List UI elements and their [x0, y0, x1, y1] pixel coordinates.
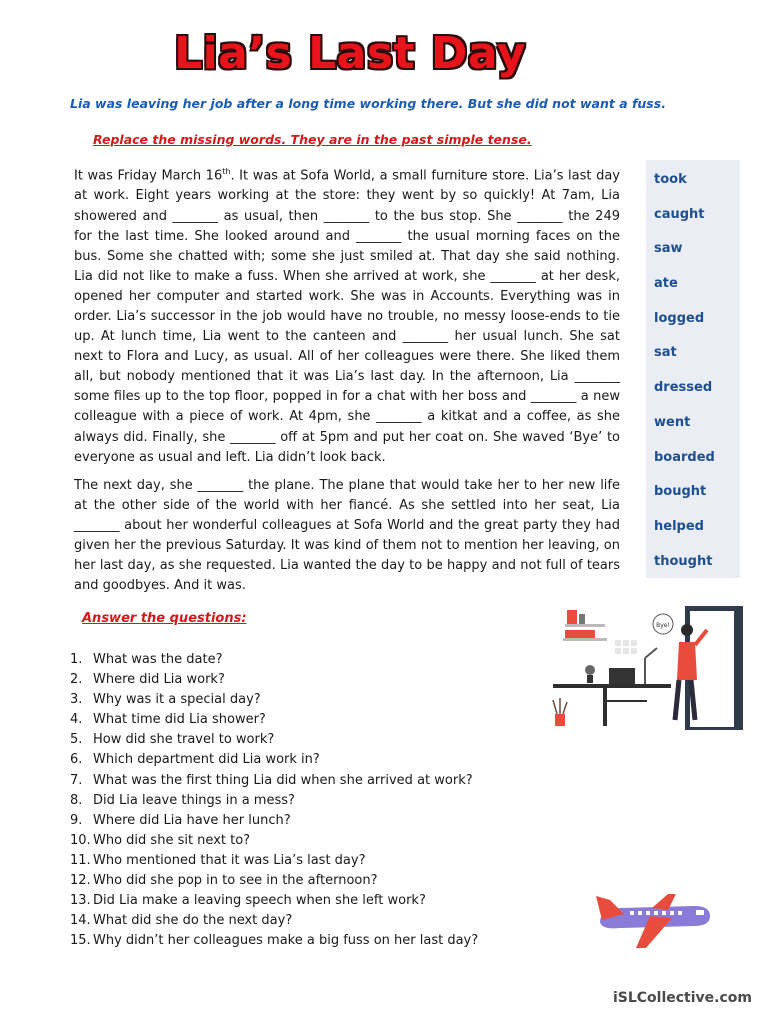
story-paragraph-1: It was Friday March 16th. It was at Sofa World, a small furniture store. Lia’s last day at work. Eight years working at the store: they went by so quickly! At 7am, Lia showered and _______ as usual, then _______ to the bus stop. She _______ the 249 for the last time. She looked around and _______ the usual morning faces on the bus. Some she chatted with; some she just smiled at. That day she said nothing. Lia did not like to make a fuss. When she arrived at work, she _______ at her desk, opened her computer and started work. She was in Accounts. Everything was in order. Lia’s successor in the job would have no trouble, no messy loose-ends to tie up. At lunch time, Lia went to the canteen and _______ her usual lunch. She sat next to Flora and Lucy, as usual. All of her colleagues were there. She liked them all, but nobody mentioned that it was Lia’s last day. In the afternoon, Lia _______ some files up to the top floor, popped in for a chat with her boss and _______ a new colleague with a piece of work. At 4pm, she _______ a kitkat and a coffee, as she always did. Finally, she _______ off at 5pm and put her coat on. She waved ‘Bye’ to everyone as usual and left. Lia didn’t look back. — [74, 167, 621, 465]
question-number: 9. — [70, 812, 83, 828]
question-item — [70, 911, 478, 931]
question-number: 1. — [70, 652, 83, 667]
speech-bubble-text: Bye! — [656, 622, 670, 629]
question-text: What was the first thing Lia did when she arrived at work? — [93, 772, 473, 788]
word-bank-item: ate — [654, 276, 678, 292]
question-item — [70, 931, 478, 951]
question-number: 10. — [70, 832, 91, 848]
question-text: What did she do the next day? — [93, 913, 293, 929]
word-bank-item: dressed — [654, 380, 713, 396]
question-number: 11. — [70, 852, 91, 868]
word-bank-item: thought — [654, 553, 713, 569]
question-item — [70, 771, 478, 791]
question-text: Who did she sit next to? — [93, 832, 251, 848]
airplane-illustration — [590, 886, 715, 952]
question-item — [70, 670, 478, 690]
question-number: 14. — [70, 913, 91, 929]
word-bank-item: took — [654, 172, 687, 187]
question-number: 8. — [70, 792, 83, 808]
question-text: What time did Lia shower? — [93, 712, 266, 728]
word-bank-item: logged — [654, 310, 705, 326]
question-number: 3. — [70, 692, 83, 708]
answer-heading: Answer the questions: — [82, 611, 247, 626]
story-paragraph-2: The next day, she _______ the plane. The plane that would take her to her new life at the other side of the world with her fiancé. As she settled into her seat, Lia _______ about her wonderful colleagues at Sofa World and the great party they had given her the previous Saturday. It was kind of them not to mention her leaving, on her last day, as she requested. Lia wanted the day to be happy and not full of tears and goodbyes. And it was. — [74, 477, 620, 594]
question-text: How did she travel to work? — [93, 732, 275, 748]
question-item — [70, 710, 478, 730]
word-bank-item: sat — [654, 345, 677, 361]
question-number: 12. — [70, 873, 91, 889]
office-illustration — [545, 600, 745, 732]
question-number: 7. — [70, 772, 83, 788]
footer-watermark: iSLCollective.com — [612, 990, 752, 1006]
question-item — [70, 730, 478, 750]
subtitle: Lia was leaving her job after a long time working there. But she did not want a fuss. — [70, 96, 666, 111]
word-bank-item: caught — [654, 206, 705, 222]
question-item — [70, 811, 478, 831]
question-item — [70, 690, 478, 710]
word-bank-item: went — [654, 414, 691, 430]
question-item — [70, 831, 478, 851]
question-text: Did Lia leave things in a mess? — [93, 792, 295, 808]
question-item — [70, 750, 478, 770]
worksheet-title: Lia’s Last Day — [174, 28, 526, 79]
word-bank-item: bought — [654, 484, 707, 500]
question-number: 13. — [70, 893, 91, 909]
question-number: 4. — [70, 712, 83, 728]
question-text: Who mentioned that it was Lia’s last day? — [93, 852, 366, 868]
word-bank-item: helped — [654, 518, 704, 534]
question-number: 15. — [70, 933, 91, 949]
question-text: Why was it a special day? — [93, 692, 261, 708]
question-number: 6. — [70, 752, 83, 768]
question-item — [70, 650, 478, 670]
question-item — [70, 891, 478, 911]
question-number: 5. — [70, 732, 83, 748]
question-text: Did Lia make a leaving speech when she left work? — [93, 893, 426, 909]
word-bank — [646, 160, 740, 578]
question-text: Why didn’t her colleagues make a big fuss on her last day? — [93, 933, 479, 949]
instruction: Replace the missing words. They are in the past simple tense. — [93, 132, 532, 147]
question-text: Who did she pop in to see in the afternoon? — [93, 873, 378, 889]
question-item — [70, 871, 478, 891]
question-text: Which department did Lia work in? — [93, 752, 320, 768]
word-bank-item: saw — [654, 241, 683, 257]
word-bank-item: boarded — [654, 449, 715, 465]
question-text: What was the date? — [93, 652, 223, 667]
question-item — [70, 851, 478, 871]
story-text — [74, 162, 620, 604]
question-text: Where did Lia have her lunch? — [93, 812, 291, 828]
question-item — [70, 791, 478, 811]
question-text: Where did Lia work? — [93, 672, 225, 688]
question-number: 2. — [70, 672, 83, 688]
questions-list — [70, 650, 478, 951]
